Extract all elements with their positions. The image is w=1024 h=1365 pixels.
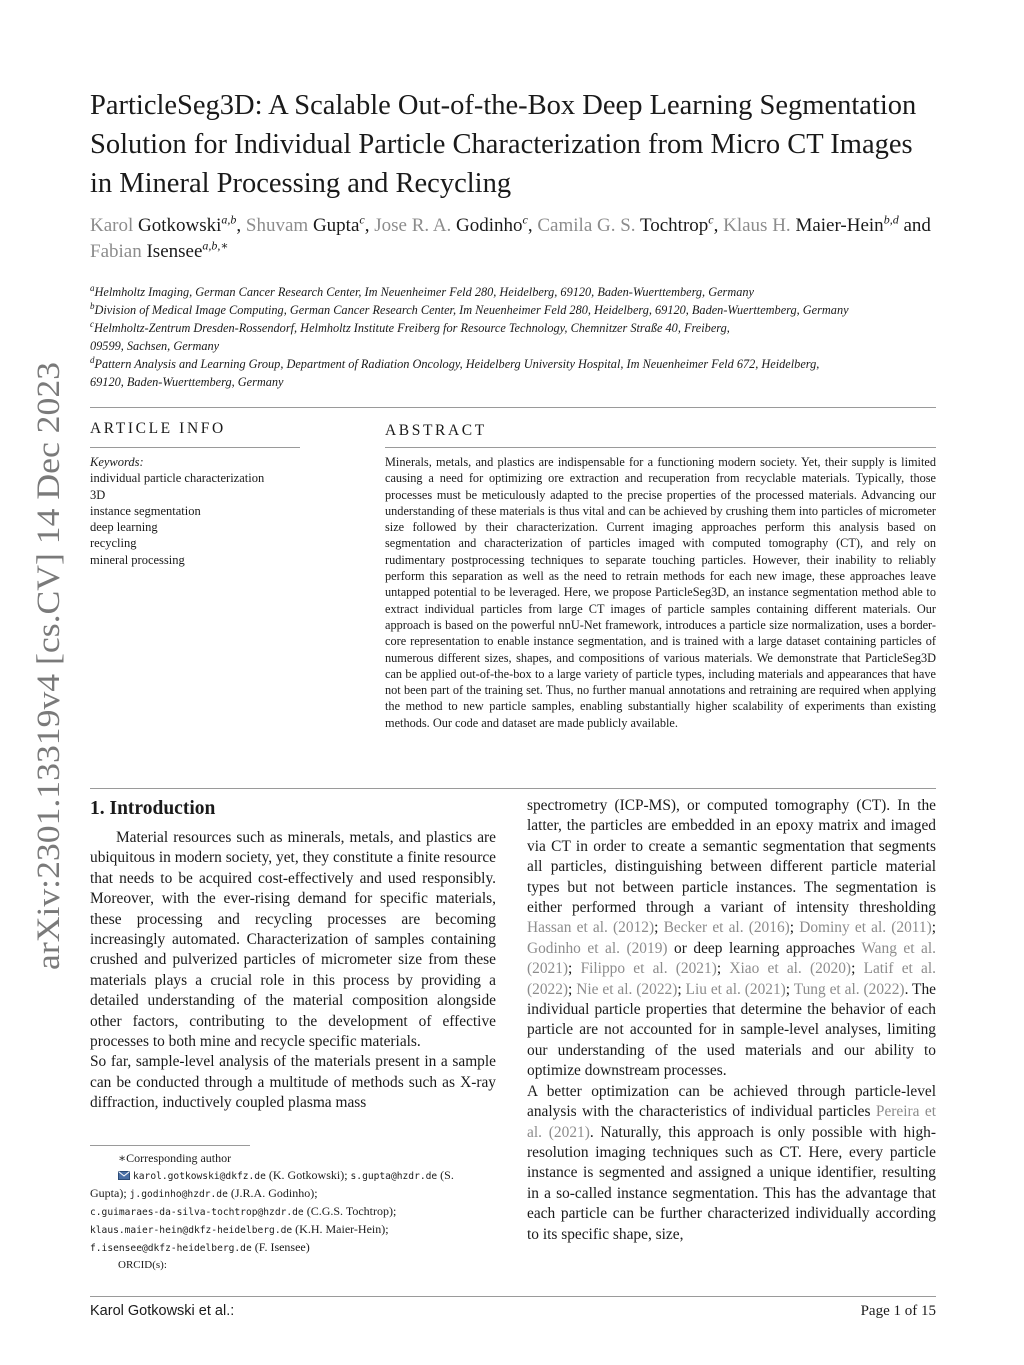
abstract-divider [90, 788, 936, 789]
abstract-heading: ABSTRACT [385, 422, 487, 439]
header-divider [90, 407, 936, 408]
paper-title: ParticleSeg3D: A Scalable Out-of-the-Box Deep Learning Segmentation Solution for Individual Particle Characterization from Micro CT Images in Mineral Processing and Recycling [90, 90, 917, 199]
author[interactable]: Fabian Isensee$^{a,b,∗}$ [90, 238, 229, 262]
citation-link[interactable]: Latif et al. (2022) [527, 960, 937, 998]
affiliation: $^c$Helmholtz-Zentrum Dresden-Rossendorf, Helmholtz Institute Freiberg for Resource Technology, Chemnitzer Straße 40, Freiberg, 09599, Sachsen, Germany [90, 318, 730, 353]
citation-link[interactable]: Filippo et al. (2021) [580, 960, 717, 978]
email-link[interactable]: klaus.maier-hein@dkfz-heidelberg.de [90, 1225, 293, 1236]
affiliation: $^b$Division of Medical Image Computing, German Cancer Research Center, Im Neuenheimer Feld 280, Heidelberg, 69120, Baden-Wuerttemberg, Germany [90, 300, 849, 317]
running-footer: Karol Gotkowski et al.: [90, 1303, 235, 1319]
citation-link[interactable]: Hassan et al. (2012) [527, 919, 655, 937]
paragraph: Material resources such as minerals, metals, and plastics are ubiquitous in modern society, yet, they constitute a finite resource that needs to be acquired cost-effectively and used responsibly. Moreover, with the ever-rising demand for specific materials, these processing and recycling processes are becoming increasingly automated. Characterization of samples containing crushed and pulverized particles of micrometer size from these materials plays a crucial role in this process by providing a detailed understanding of the material composition alongside other factors, contributing to the development of effective processes to both mine and recycle specific materials. [90, 829, 496, 1051]
author-emails: karol.gotkowski@dkfz.de (K. Gotkowski); s.gupta@hzdr.de (S. Gupta); j.godinho@hzdr.de (J.R.A. Godinho); [90, 1168, 454, 1200]
keyword: instance segmentation [90, 503, 201, 518]
citation-link[interactable]: Wang et al. (2021) [527, 939, 936, 978]
author[interactable]: Jose R. A. Godinho$^c$ [374, 212, 528, 236]
abstract-text: Minerals, metals, and plastics are indispensable for a functioning modern society. Yet, their supply is limited causing a need for optimizing ore extraction and recuperation from recyclable materials. Typically, those processes must be meticulously adapted to the precise properties of the processed materials. Advancing our understanding of these materials is thus vital and can be achieved by crushing them into particles of micrometer size followed by their characterization. Current imaging approaches perform this analysis based on segmentation and characterization of particles imaged with computed tomography (CT), and rely on rudimentary postprocessing techniques to separate touching particles. However, their inability to reliably perform this separation as well as the need to retrain methods for each new image, these approaches leave untapped potential to be leveraged. Here, we propose ParticleSeg3D, an instance segmentation method able to extract individual particles from large CT images of particle samples containing different materials. Our approach is based on the powerful nnU-Net framework, introduces a particle size normalization, uses a border-core representation to enable instance segmentation, and is trained with a large dataset containing particles of numerous different sizes, shapes, and compositions of various materials. We demonstrate that ParticleSeg3D can be applied out-of-the-box to a large variety of particle types, including materials and appearances that have not been part of the training set. Thus, no further manual annotations and retraining are required when applying the method to new particle samples, enabling substantially higher scalability of experiments than existing methods. Our code and dataset are made publicly available. [385, 455, 936, 730]
article-info-rule [90, 447, 300, 448]
keyword: recycling [90, 536, 137, 551]
arxiv-stamp-text: arXiv:2301.13319v4 [cs.CV] 14 Dec 2023 [31, 415, 66, 970]
paragraph: spectrometry (ICP-MS), or computed tomography (CT). In the latter, the particles are embedded in an epoxy matrix and imaged via CT in order to create a semantic segmentation that segments all particles, distinguishing between different particle material types but not between particle instances. The segmentation is either performed through a variant of intensity thresholding Hassan et al. (2012); Becker et al. (2016); Dominy et al. (2011); Godinho et al. (2019) or deep learning approaches Wang et al. (2021); Filippo et al. (2021); Xiao et al. (2020); Latif et al. (2022); Nie et al. (2022); Liu et al. (2021); Tung et al. (2022). The individual particle properties that determine the behavior of each particle are not accounted for in sample-level analyses, limiting our understanding of the used materials and our ability to optimize downstream processes. [527, 797, 937, 1080]
keywords-label: Keywords: [90, 455, 144, 469]
abstract-rule [385, 447, 936, 448]
section-heading: 1. Introduction [90, 798, 216, 819]
author-email-line: c.guimaraes-da-silva-tochtrop@hzdr.de (C.G.S. Tochtrop); [90, 1204, 397, 1218]
footnote [90, 1150, 490, 1274]
footer-rule [90, 1296, 936, 1297]
author-list: Karol Gotkowski$^{a,b}$, Shuvam Gupta$^c$, Jose R. A. Godinho$^c$, Camila G. S. Tochtrop$^c$, Klaus H. Maier-Hein$^{b,d}$ and Fabian Isensee$^{a,b,∗}$ [90, 212, 931, 262]
citation-link[interactable]: Godinho et al. (2019) [527, 939, 668, 957]
keyword: individual particle characterization [90, 471, 265, 486]
citation-link[interactable]: Becker et al. (2016) [663, 919, 790, 937]
keywords-block [90, 454, 310, 568]
email-link[interactable]: c.guimaraes-da-silva-tochtrop@hzdr.de [90, 1207, 304, 1218]
affiliations [90, 283, 950, 391]
paragraph: A better optimization can be achieved through particle-level analysis with the characteristics of individual particles Pereira et al. (2021). Naturally, this approach is only possible with high-resolution imaging techniques such as CT. Here, every particle instance is segmented and assigned a unique identifier, resulting in a so-called instance segmentation. This has the advantage that each particle can be further characterized individually according to its specific shape, size, [527, 1082, 936, 1243]
email-link[interactable]: s.gupta@hzdr.de [350, 1171, 438, 1182]
author[interactable]: Karol Gotkowski$^{a,b}$ [90, 212, 237, 236]
author-email-line: klaus.maier-hein@dkfz-heidelberg.de (K.H. Maier-Hein); [90, 1222, 389, 1236]
author[interactable]: Shuvam Gupta$^c$ [245, 212, 365, 236]
citation-link[interactable]: Liu et al. (2021) [685, 980, 786, 998]
author[interactable]: Klaus H. Maier-Hein$^{b,d}$ [723, 212, 899, 236]
citation-link[interactable]: Xiao et al. (2020) [729, 960, 852, 978]
email-link[interactable]: j.godinho@hzdr.de [129, 1189, 228, 1200]
article-info-heading: ARTICLE INFO [90, 420, 226, 437]
keyword: 3D [90, 487, 106, 502]
author-email-line: f.isensee@dkfz-heidelberg.de (F. Isensee) [90, 1240, 310, 1254]
email-link[interactable]: f.isensee@dkfz-heidelberg.de [90, 1243, 252, 1254]
email-icon [118, 1171, 130, 1180]
email-link[interactable]: karol.gotkowski@dkfz.de [133, 1171, 266, 1182]
right-column [527, 796, 936, 1245]
left-column [90, 828, 496, 1114]
page-number: Page 1 of 15 [860, 1303, 936, 1319]
citation-link[interactable]: Pereira et al. (2021) [527, 1103, 936, 1141]
citation-link[interactable]: Dominy et al. (2011) [799, 919, 932, 937]
paragraph: So far, sample-level analysis of the materials present in a sample can be conducted through a multitude of methods such as X-ray diffraction, inductively coupled plasma mass [90, 1053, 496, 1112]
orcid-label: ORCID(s): [118, 1259, 167, 1271]
footnote-rule [90, 1145, 250, 1146]
keyword: mineral processing [90, 552, 185, 567]
arxiv-stamp [26, 360, 66, 980]
arxiv-stamp-graphic [26, 360, 66, 980]
affiliation: $^d$Pattern Analysis and Learning Group, Department of Radiation Oncology, Heidelberg University Hospital, Im Neuenheimer Feld 672, Heidelberg, 69120, Baden-Wuerttemberg, Germany [90, 354, 820, 389]
affiliation: $^a$Helmholtz Imaging, German Cancer Research Center, Im Neuenheimer Feld 280, Heidelberg, 69120, Baden-Wuerttemberg, Germany [90, 282, 754, 299]
author[interactable]: Camila G. S. Tochtrop$^c$ [537, 212, 714, 236]
corresponding-author-note: ∗Corresponding author [118, 1151, 232, 1165]
citation-link[interactable]: Tung et al. (2022) [793, 980, 905, 998]
citation-link[interactable]: Nie et al. (2022) [576, 980, 678, 998]
keyword: deep learning [90, 520, 158, 535]
